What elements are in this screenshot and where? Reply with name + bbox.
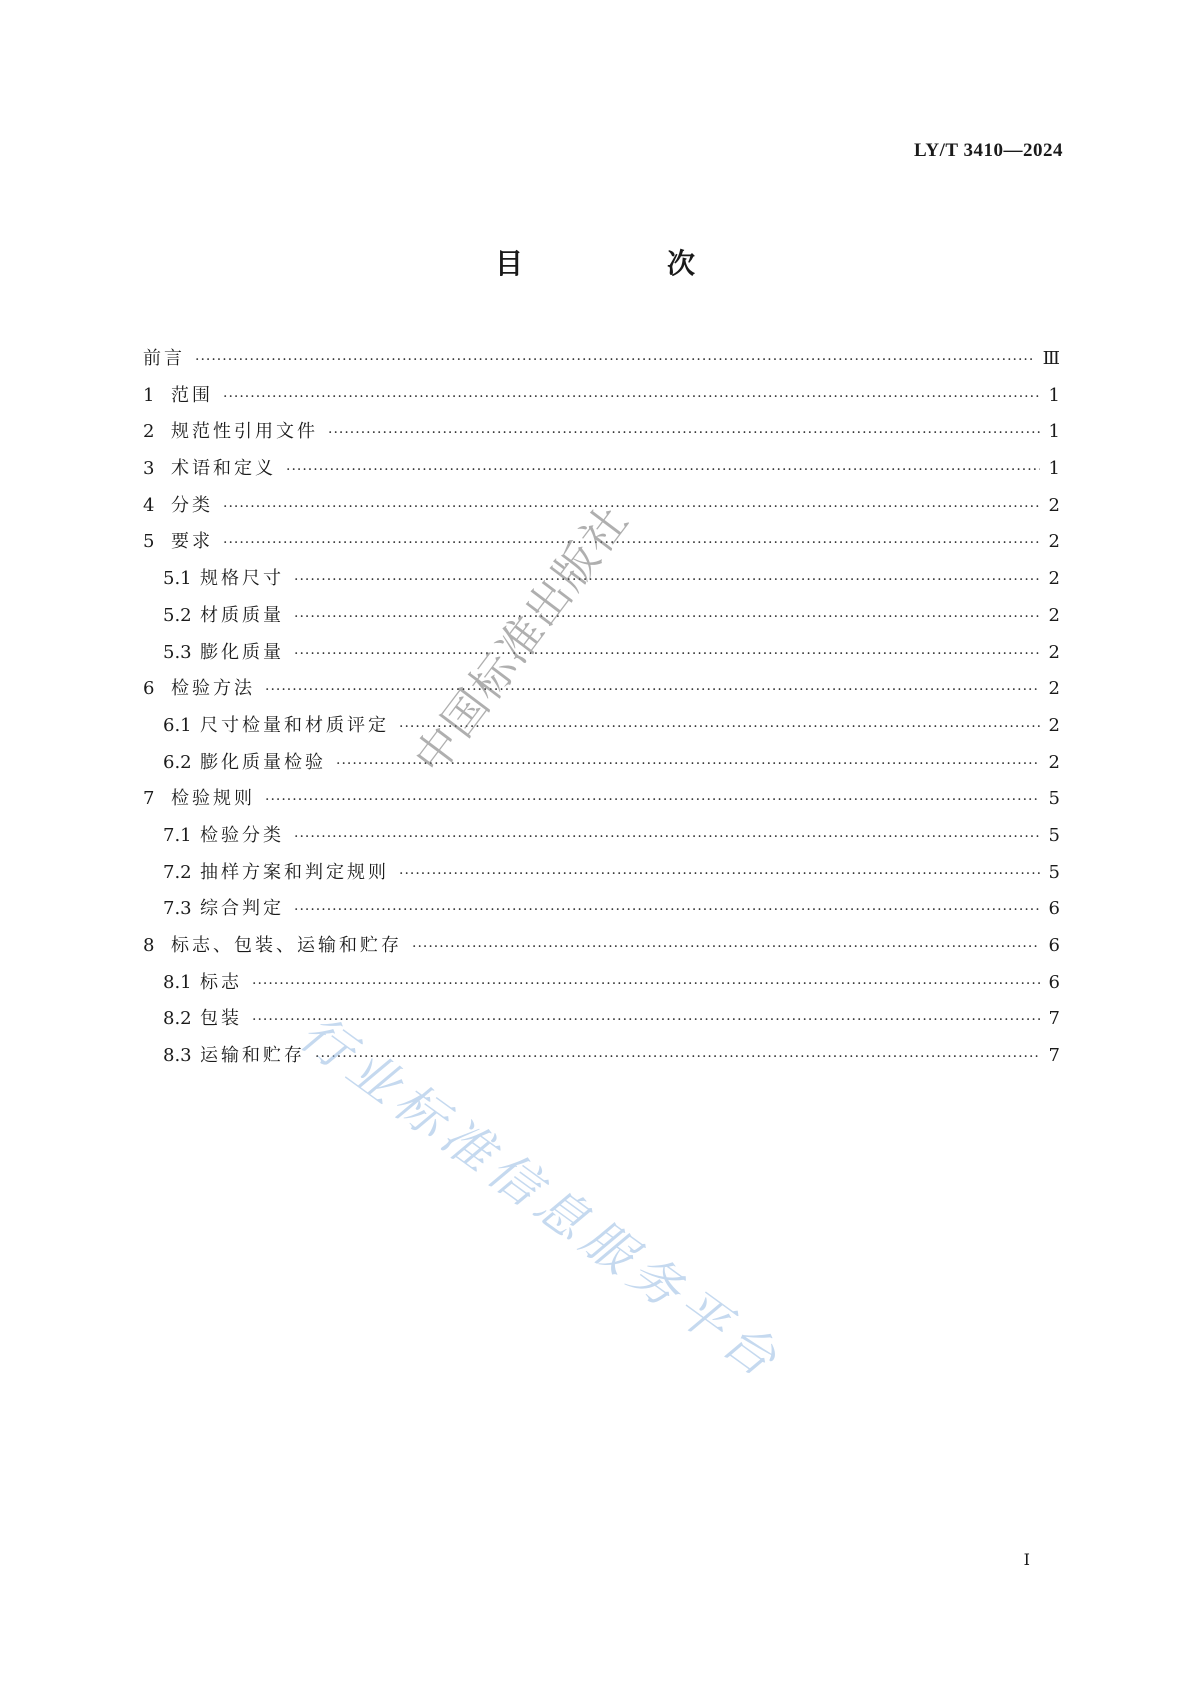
toc-entry-page: 2 [1048,531,1060,553]
toc-entry-title: 标志 [200,971,242,993]
dot-leader [265,672,1040,709]
toc-entry-number: 8.3 [163,1045,192,1067]
toc-entry[interactable] [143,524,1060,561]
toc-entry-number: 3 [143,458,155,480]
toc-entry[interactable] [143,451,1060,488]
toc-entry-page: 2 [1048,568,1060,590]
dot-leader [315,1039,1040,1076]
toc-entry[interactable] [143,341,1060,378]
dot-leader [399,856,1040,893]
toc-entry-page: Ⅲ [1042,348,1060,369]
dot-leader [265,782,1040,819]
toc-entry-title: 标志、包装、运输和贮存 [171,935,402,956]
toc-entry-title: 抽样方案和判定规则 [200,861,389,883]
toc-entry-title: 规格尺寸 [200,568,284,590]
toc-entry-page: 2 [1048,604,1060,626]
toc-entry-page: 1 [1048,384,1060,406]
toc-entry-title: 术语和定义 [171,458,276,480]
dot-leader [294,819,1040,856]
dot-leader [252,966,1040,1003]
toc-entry[interactable] [143,855,1060,892]
dot-leader [399,709,1040,746]
toc-entry-number: 7 [143,788,155,810]
toc-entry[interactable] [143,671,1060,708]
toc-entry-number: 8 [143,935,155,956]
page-title: 目 次 [494,247,753,280]
toc-entry-number: 2 [143,421,155,443]
toc-entry-page: 6 [1048,971,1060,993]
toc-entry-number: 6.2 [163,751,192,773]
dot-leader [294,636,1040,673]
toc-entry[interactable] [143,378,1060,415]
dot-leader [286,452,1040,489]
toc-entry-title: 尺寸检量和材质评定 [200,714,389,736]
toc-entry-title: 前言 [143,348,185,369]
table-of-contents [143,341,1060,1075]
toc-entry[interactable] [143,598,1060,635]
toc-entry[interactable] [143,488,1060,525]
toc-entry-page: 2 [1048,751,1060,773]
toc-entry-page: 7 [1048,1045,1060,1067]
toc-entry[interactable] [143,745,1060,782]
dot-leader [412,929,1040,966]
toc-entry-number: 7.3 [163,898,192,920]
toc-entry-page: 1 [1048,421,1060,443]
toc-entry-number: 4 [143,494,155,516]
dot-leader [328,415,1040,452]
toc-entry-title: 要求 [171,531,213,553]
dot-leader [223,525,1040,562]
toc-entry[interactable] [143,635,1060,672]
toc-entry-title: 规范性引用文件 [171,421,318,443]
standard-code: LY/T 3410—2024 [913,140,1063,161]
dot-leader [294,562,1040,599]
toc-entry-page: 2 [1048,641,1060,663]
dot-leader [294,599,1040,636]
dot-leader [223,489,1040,526]
toc-entry-title: 分类 [171,494,213,516]
toc-entry-page: 2 [1048,678,1060,700]
toc-entry[interactable] [143,818,1060,855]
dot-leader [252,1002,1040,1039]
toc-entry-title: 检验规则 [171,788,255,810]
toc-entry-title: 材质质量 [200,604,284,626]
toc-entry-page: 5 [1048,788,1060,810]
toc-entry-title: 检验方法 [171,678,255,700]
publisher-watermark: 中国标准出版社 [404,495,640,784]
toc-entry-title: 检验分类 [200,824,284,846]
toc-entry-number: 7.1 [163,824,192,846]
toc-entry-number: 6.1 [163,714,192,736]
toc-entry-title: 范围 [171,384,213,406]
toc-entry[interactable] [143,414,1060,451]
toc-entry-number: 8.1 [163,971,192,993]
toc-entry-title: 膨化质量 [200,641,284,663]
toc-entry-page: 6 [1048,935,1060,956]
toc-entry-title: 膨化质量检验 [200,751,326,773]
toc-entry-title: 运输和贮存 [200,1045,305,1067]
toc-entry-title: 综合判定 [200,898,284,920]
toc-entry-number: 5.1 [163,568,192,590]
toc-entry-page: 2 [1048,494,1060,516]
toc-entry-number: 5 [143,531,155,553]
footer-page-number: I [1023,1550,1030,1569]
toc-entry-page: 5 [1048,824,1060,846]
toc-entry[interactable] [143,1038,1060,1075]
toc-entry[interactable] [143,1001,1060,1038]
toc-entry-number: 7.2 [163,861,192,883]
toc-entry-number: 8.2 [163,1008,192,1030]
toc-entry-page: 7 [1048,1008,1060,1030]
dot-leader [223,379,1040,416]
toc-entry-title: 包装 [200,1008,242,1030]
toc-entry-number: 1 [143,384,155,406]
toc-entry[interactable] [143,928,1060,965]
toc-entry[interactable] [143,561,1060,598]
toc-entry-page: 2 [1048,714,1060,736]
toc-entry-number: 5.3 [163,641,192,663]
dot-leader [294,892,1040,929]
toc-entry-number: 6 [143,678,155,700]
platform-watermark: 行业标准信息服务平台 [289,1003,793,1392]
dot-leader [195,342,1035,379]
toc-entry-page: 5 [1048,861,1060,883]
toc-entry[interactable] [143,708,1060,745]
dot-leader [336,746,1040,783]
toc-entry[interactable] [143,781,1060,818]
toc-entry-page: 6 [1048,898,1060,920]
toc-entry-number: 5.2 [163,604,192,626]
toc-entry-page: 1 [1048,458,1060,480]
toc-entry[interactable] [143,965,1060,1002]
toc-entry[interactable] [143,891,1060,928]
